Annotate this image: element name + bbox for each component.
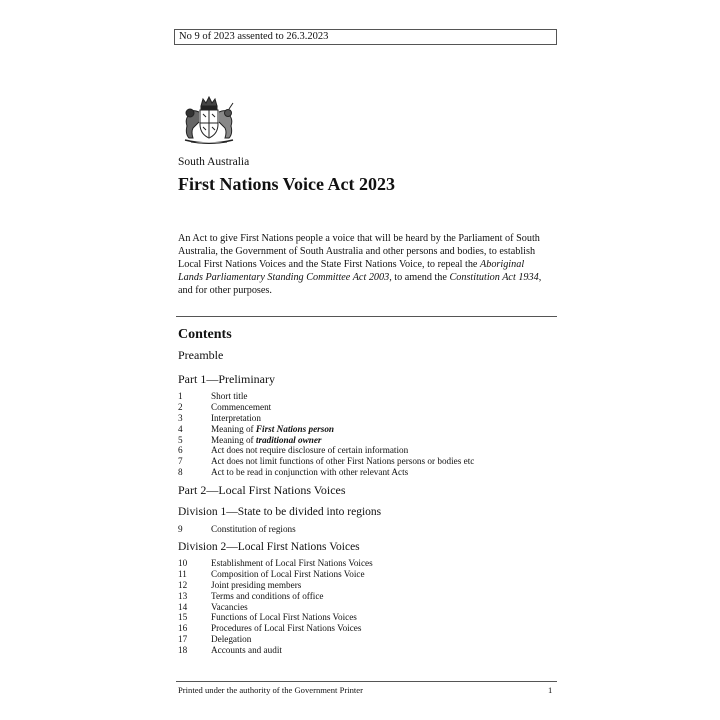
long-title xyxy=(178,232,550,297)
toc-item-label: Joint presiding members xyxy=(211,579,302,590)
toc-item-label: Terms and conditions of office xyxy=(211,590,324,601)
toc-item-label: Composition of Local First Nations Voice xyxy=(211,568,365,579)
toc-item-number: 5 xyxy=(178,434,183,445)
toc-item[interactable] xyxy=(178,602,373,613)
top-divider xyxy=(176,316,557,317)
toc-part-1-list xyxy=(178,391,474,478)
toc-item-number: 11 xyxy=(178,568,187,579)
long-title-text-2: , to amend the xyxy=(389,272,450,284)
toc-item-number: 4 xyxy=(178,423,183,434)
toc-item[interactable] xyxy=(178,391,474,402)
toc-item-label: Vacancies xyxy=(211,601,248,612)
toc-item-label-prefix: Meaning of xyxy=(211,423,256,434)
toc-item-number: 14 xyxy=(178,601,188,612)
toc-item[interactable] xyxy=(178,456,474,467)
toc-item-label xyxy=(211,435,322,445)
toc-item-label: Constitution of regions xyxy=(211,524,296,534)
toc-item-label: Act does not require disclosure of certain information xyxy=(211,445,409,456)
assent-header xyxy=(174,29,557,45)
toc-item-label: Accounts and audit xyxy=(211,645,282,656)
toc-item-number: 15 xyxy=(178,612,188,623)
toc-item[interactable] xyxy=(178,435,474,446)
toc-item-number: 7 xyxy=(178,456,183,467)
toc-item[interactable] xyxy=(178,569,373,580)
toc-item[interactable] xyxy=(178,413,474,424)
toc-item-number: 9 xyxy=(178,524,183,534)
assent-line: No 9 of 2023 assented to 26.3.2023 xyxy=(179,31,329,42)
toc-division-1-list xyxy=(178,524,296,535)
toc-item-label: Act does not limit functions of other First Nations persons or bodies etc xyxy=(211,456,475,467)
toc-item[interactable] xyxy=(178,402,474,413)
toc-item-number: 3 xyxy=(178,412,183,423)
toc-part-2-heading[interactable]: Part 2—Local First Nations Voices xyxy=(178,483,346,497)
toc-item[interactable] xyxy=(178,424,474,435)
toc-division-2-list xyxy=(178,558,373,656)
toc-item-number: 18 xyxy=(178,645,188,656)
toc-item-label: Establishment of Local First Nations Voices xyxy=(211,558,373,568)
toc-item-label: Interpretation xyxy=(211,412,261,423)
toc-item-label: Functions of Local First Nations Voices xyxy=(211,612,357,623)
toc-item[interactable] xyxy=(178,591,373,602)
toc-item-number: 1 xyxy=(178,391,183,401)
toc-item-number: 13 xyxy=(178,590,188,601)
toc-item[interactable] xyxy=(178,580,373,591)
toc-item[interactable] xyxy=(178,645,373,656)
bottom-divider xyxy=(176,681,557,682)
toc-item-defined-term: traditional owner xyxy=(255,434,322,445)
long-title-text-1: An Act to give First Nations people a voice that will be heard by the Parliament of South Australia, the Government of South Australia and other persons and bodies, to establish Local First Nations Voices and the State First Nations Voice, to repeal the xyxy=(178,233,540,271)
toc-item[interactable] xyxy=(178,467,474,478)
toc-item-label xyxy=(211,424,334,434)
footer-printer-note: Printed under the authority of the Government Printer xyxy=(178,685,363,695)
toc-item-number: 2 xyxy=(178,401,183,412)
toc-item-number: 6 xyxy=(178,445,183,456)
toc-item-label: Delegation xyxy=(211,634,252,645)
toc-item-defined-term: First Nations person xyxy=(255,423,335,434)
toc-division-1-heading[interactable]: Division 1—State to be divided into regions xyxy=(178,506,382,518)
toc-preamble[interactable]: Preamble xyxy=(178,348,224,362)
footer-page-number: 1 xyxy=(548,685,553,695)
toc-item-number: 12 xyxy=(178,579,188,590)
long-title-italic-2: Constitution Act 1934 xyxy=(449,272,539,284)
toc-item-label: Commencement xyxy=(211,401,272,412)
toc-item[interactable] xyxy=(178,612,373,623)
long-title-italic-1: Aboriginal Lands Parliamentary Standing Committee Act 2003 xyxy=(178,259,525,284)
coat-of-arms-icon xyxy=(179,94,239,146)
toc-item-label: Procedures of Local First Nations Voices xyxy=(211,623,362,634)
toc-item[interactable] xyxy=(178,558,373,569)
toc-item[interactable] xyxy=(178,634,373,645)
toc-item-number: 10 xyxy=(178,558,188,568)
toc-item-label: Act to be read in conjunction with other relevant Acts xyxy=(211,467,409,478)
toc-part-1-heading[interactable]: Part 1—Preliminary xyxy=(178,372,275,386)
toc-item-label: Short title xyxy=(211,391,248,401)
act-title: First Nations Voice Act 2023 xyxy=(178,174,395,194)
toc-item[interactable] xyxy=(178,445,474,456)
long-title-text-3: , and for other purposes. xyxy=(178,272,542,297)
toc-item[interactable] xyxy=(178,623,373,634)
toc-item-label-prefix: Meaning of xyxy=(211,434,256,445)
toc-item-number: 8 xyxy=(178,467,183,478)
toc-item-number: 16 xyxy=(178,623,188,634)
toc-item[interactable] xyxy=(178,524,296,535)
contents-heading: Contents xyxy=(178,327,232,342)
toc-item-number: 17 xyxy=(178,634,188,645)
toc-division-2-heading[interactable]: Division 2—Local First Nations Voices xyxy=(178,541,360,553)
jurisdiction-label: South Australia xyxy=(178,156,250,168)
